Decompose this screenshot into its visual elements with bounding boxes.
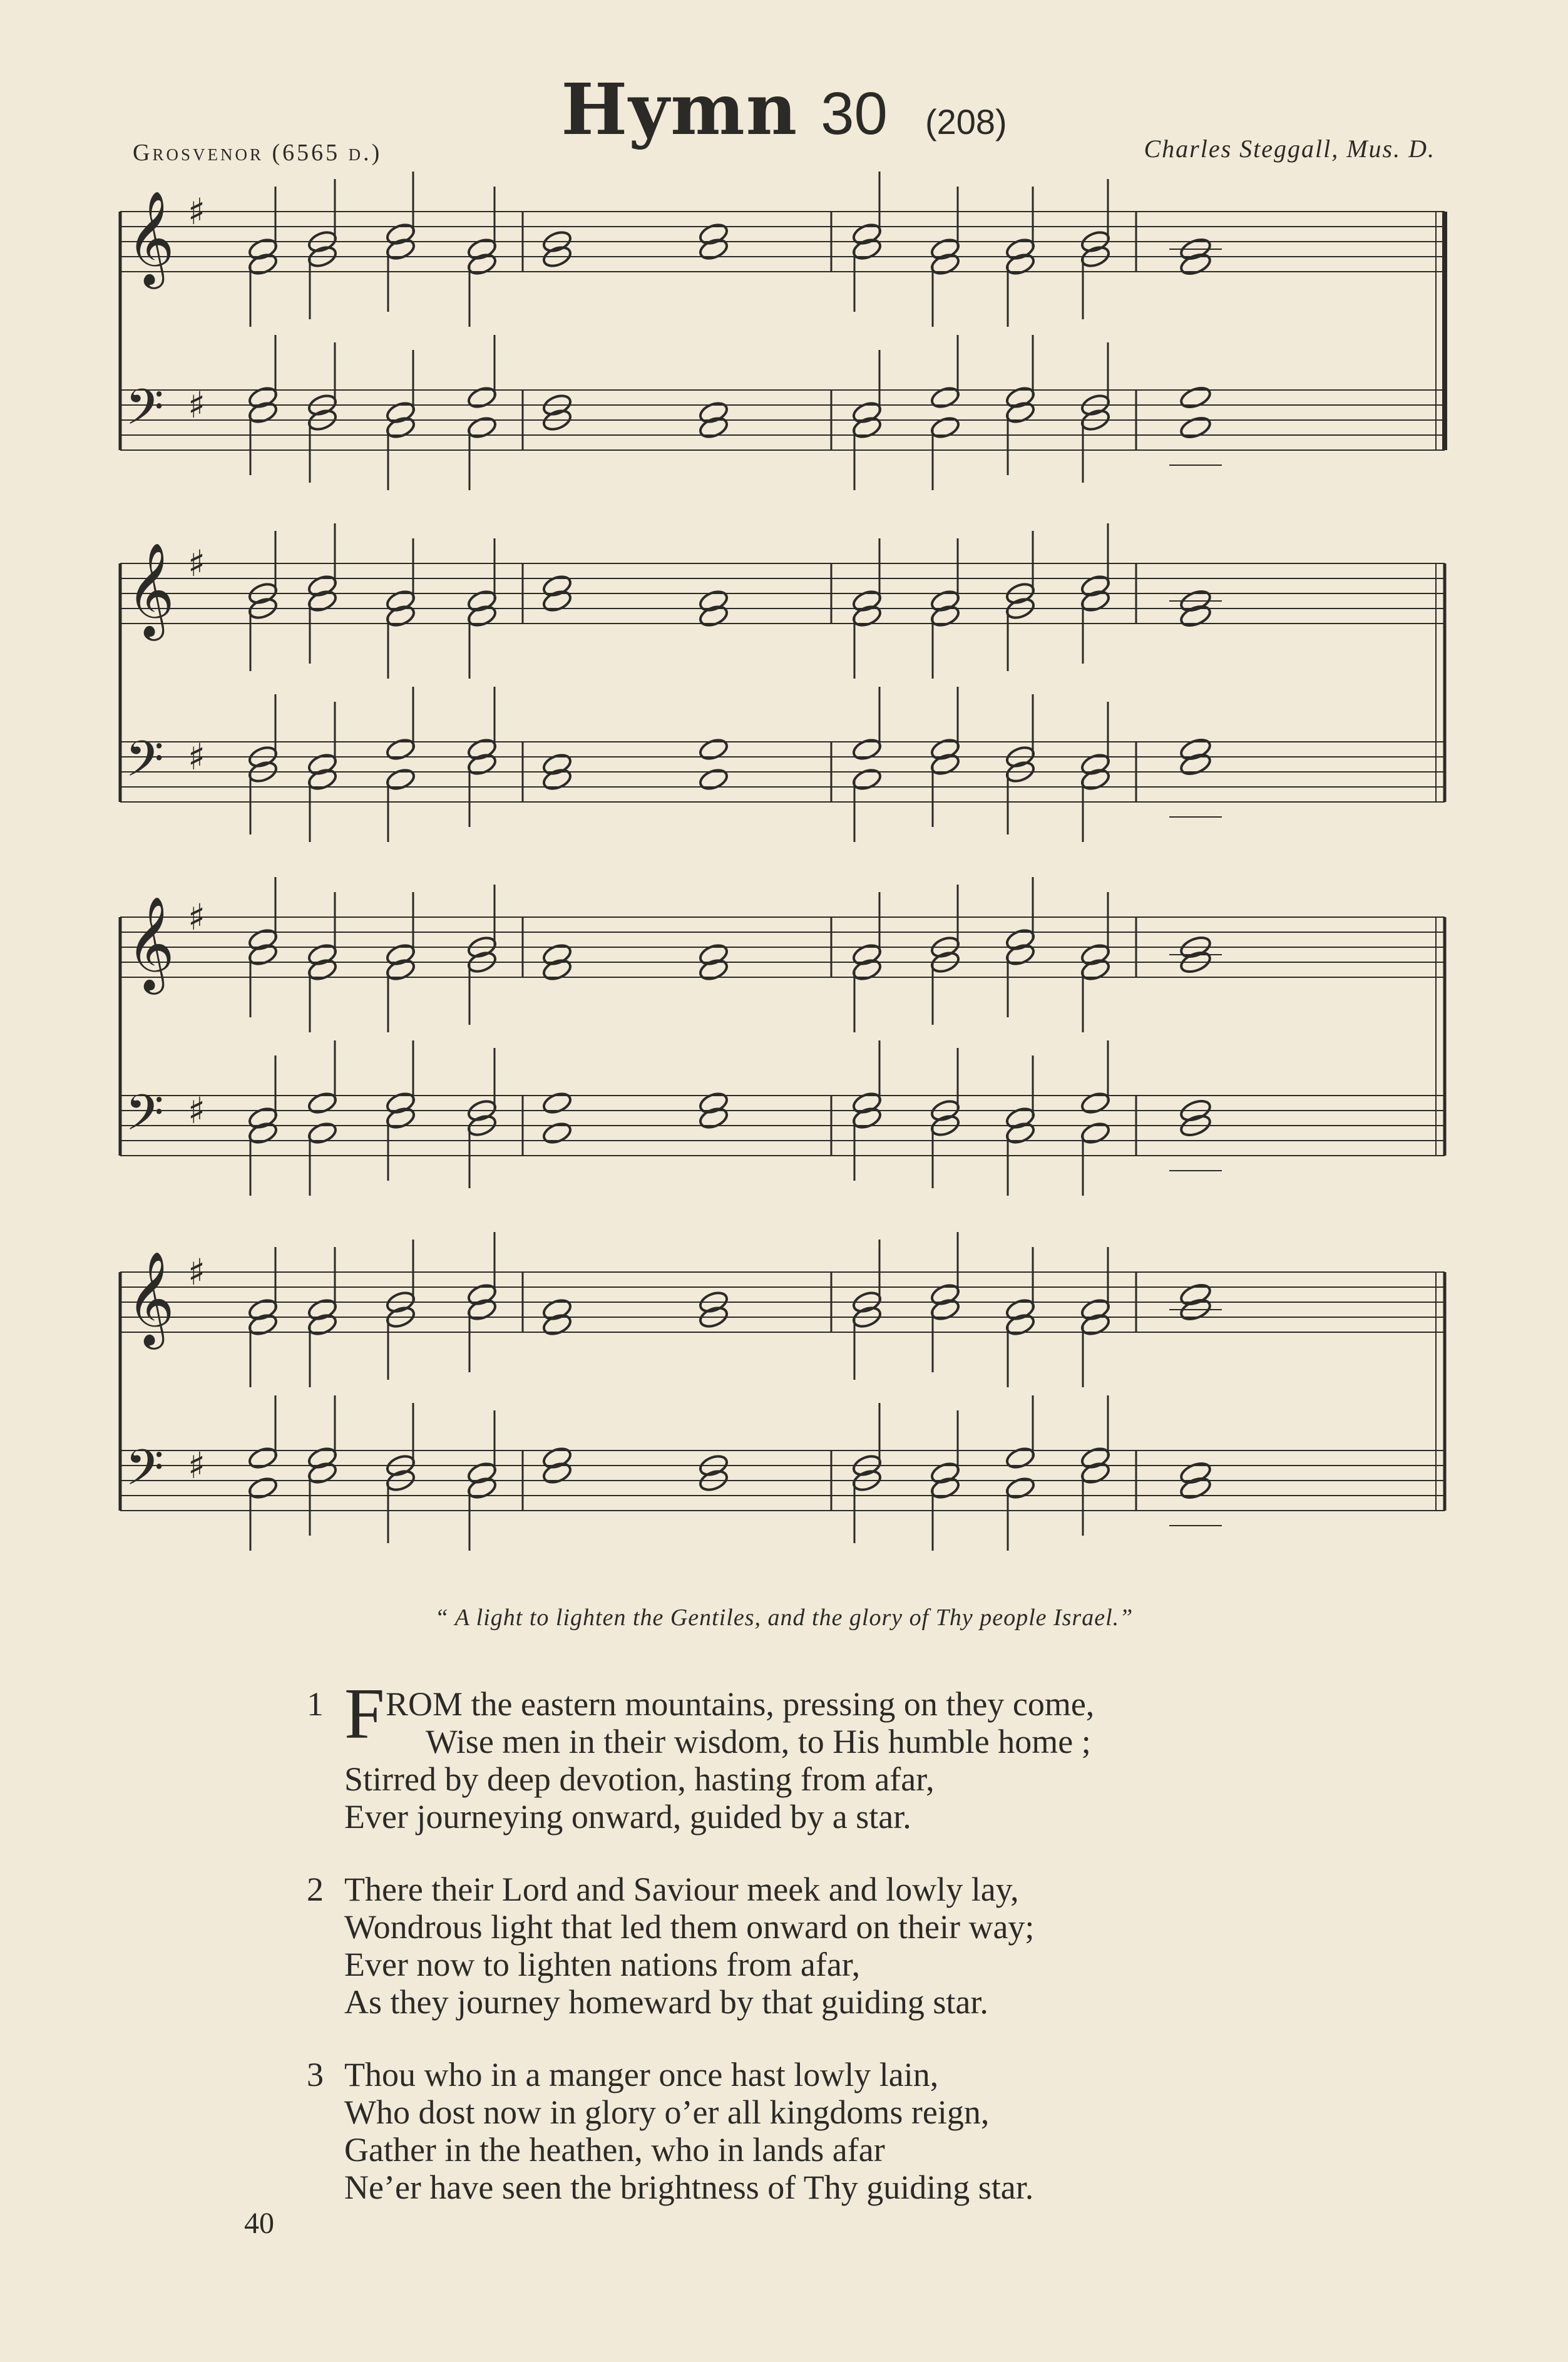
note-head (698, 767, 730, 793)
composer: Charles Steggall, Mus. D. (1144, 135, 1435, 163)
note-head (541, 1121, 573, 1146)
verse-line: Stirred by deep devotion, hasting from afar, (344, 1760, 935, 1798)
note-head (1179, 251, 1212, 277)
treble-clef: 𝄞 (126, 895, 175, 990)
treble-clef: 𝄞 (126, 542, 175, 637)
treble-clef: 𝄞 (126, 190, 175, 285)
verse-number: 3 (307, 2056, 324, 2093)
key-signature-sharp: ♯ (188, 384, 206, 426)
note-head (541, 1091, 573, 1116)
key-signature-sharp: ♯ (188, 1089, 206, 1132)
note-head (1080, 1121, 1112, 1146)
note-head (930, 385, 961, 411)
verse-line: There their Lord and Saviour meek and lowly lay, (344, 1871, 1019, 1908)
note-head (307, 1091, 339, 1116)
verse-number: 2 (307, 1871, 324, 1908)
verse-line: Gather in the heathen, who in lands afar (344, 2131, 885, 2169)
note-head (1005, 1445, 1037, 1471)
bass-clef: 𝄢 (125, 378, 164, 448)
bass-clef: 𝄢 (125, 1084, 164, 1154)
verse-number: 1 (307, 1685, 324, 1723)
note-head (1080, 1091, 1112, 1116)
note-head (851, 737, 883, 763)
note-head (385, 767, 417, 793)
verse-line: Wise men in their wisdom, to His humble home ; (426, 1723, 1091, 1760)
hymnal-reference: (208) (925, 102, 1007, 141)
note-head (1005, 1476, 1037, 1501)
note-head (930, 415, 961, 441)
verse-line: ROM the eastern mountains, pressing on they come, (386, 1685, 1095, 1723)
note-head (698, 737, 730, 763)
bass-clef: 𝄢 (125, 730, 164, 800)
bass-clef: 𝄢 (125, 1439, 164, 1509)
key-signature-sharp: ♯ (188, 1251, 206, 1293)
treble-clef: 𝄞 (126, 1250, 175, 1345)
hymn-title-word: Hymn (561, 69, 799, 151)
note-head (1179, 1460, 1212, 1486)
key-signature-sharp: ♯ (188, 896, 206, 938)
note-head (1179, 751, 1212, 778)
tune-name: Grosvenor (6565 d.) (133, 140, 382, 166)
verse-line: Ever journeying onward, guided by a star. (344, 1798, 911, 1836)
note-head (307, 1121, 339, 1146)
note-head (466, 385, 498, 411)
note-head (1179, 603, 1212, 629)
key-signature-sharp: ♯ (188, 190, 206, 233)
note-head (247, 1476, 279, 1501)
note-head (1179, 1475, 1212, 1501)
verse-line: Who dost now in glory o’er all kingdoms reign, (344, 2093, 990, 2131)
note-head (1179, 736, 1212, 763)
note-head (466, 415, 498, 441)
verse-line: As they journey homeward by that guiding star. (344, 1983, 988, 2021)
verse-line: Ne’er have seen the brightness of Thy guiding star. (344, 2169, 1034, 2206)
drop-cap: F (344, 1674, 385, 1754)
key-signature-sharp: ♯ (188, 736, 206, 778)
epigraph: “ A light to lighten the Gentiles, and the glory of Thy people Israel.” (434, 1605, 1134, 1631)
verse-line: Ever now to lighten nations from afar, (344, 1946, 861, 1983)
verse-line: Thou who in a manger once hast lowly lain, (344, 2056, 939, 2093)
key-signature-sharp: ♯ (188, 1444, 206, 1487)
note-head (851, 767, 883, 793)
hymn-number: 30 (821, 80, 888, 147)
note-head (1179, 384, 1212, 411)
note-head (247, 1445, 279, 1471)
note-head (385, 737, 417, 763)
note-head (1179, 1281, 1212, 1308)
page-number: 40 (244, 2207, 274, 2240)
verse-line: Wondrous light that led them onward on their way; (344, 1908, 1035, 1946)
key-signature-sharp: ♯ (188, 542, 206, 585)
note-head (1179, 414, 1212, 441)
